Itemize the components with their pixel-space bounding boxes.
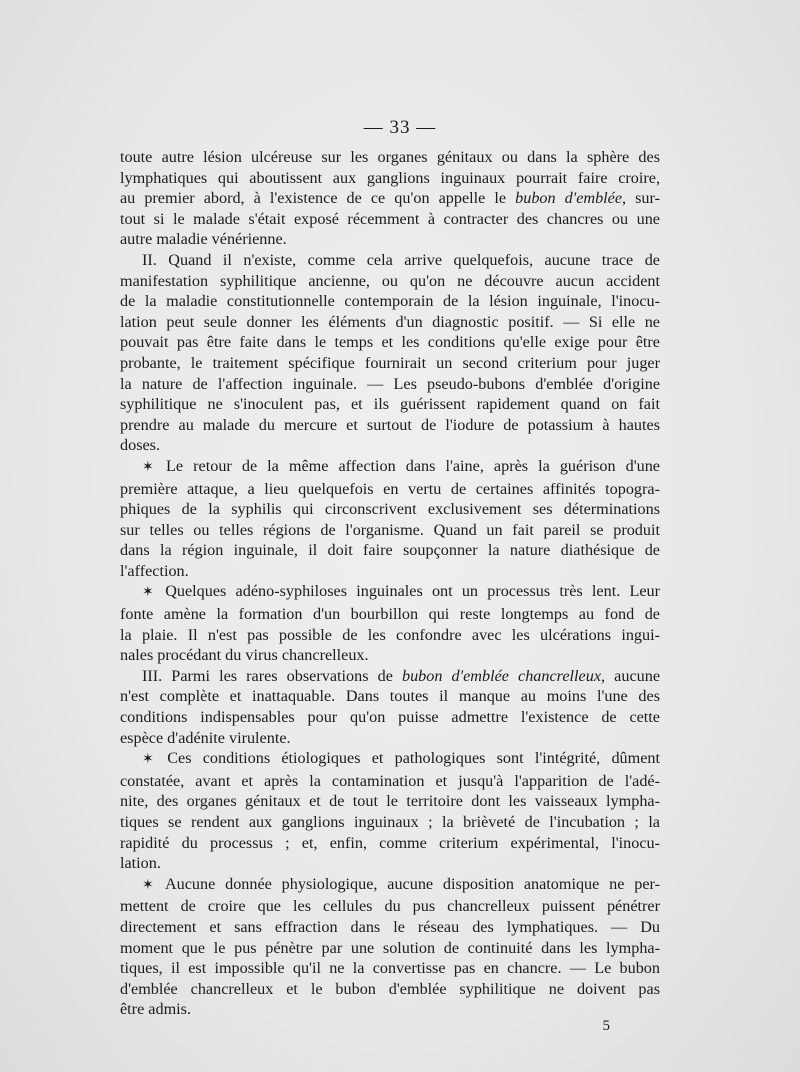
- text-line: l'affection.: [120, 561, 189, 580]
- text-line: autre maladie vénérienne.: [120, 230, 287, 249]
- text-line: phiques de la syphilis qui circonscrivent exclusivement ses déterminations: [120, 500, 660, 519]
- text-line: pouvait pas être faite dans le temps et les conditions qu'elle exige pour être: [120, 333, 660, 352]
- paragraph-1: [120, 147, 660, 250]
- paragraph-4: [120, 581, 660, 665]
- text-line: constatée, avant et après la contamination et jusqu'à l'apparition de l'adé-: [120, 771, 660, 790]
- text-line: [120, 188, 660, 209]
- text-line: directement et sans effraction dans le réseau des lymphatiques. — Du: [120, 917, 660, 936]
- paragraph-6: [120, 748, 660, 874]
- text-line: [120, 748, 660, 771]
- text-fragment: III. Parmi les rares observations de: [142, 666, 402, 685]
- text-line: syphilitique ne s'inoculent pas, et ils guérissent rapidement quand on fait: [120, 395, 660, 414]
- italic-term: bubon d'emblée chancrelleux: [401, 666, 602, 685]
- text-line: tiques, il est impossible qu'il ne la convertisse pas en chancre. — Le bubon: [120, 959, 660, 978]
- text-line: être admis.: [120, 1000, 192, 1019]
- text-line: de la maladie constitutionnelle contemporain de la lésion inguinale, l'inocu-: [120, 292, 660, 311]
- text-line: toute autre lésion ulcéreuse sur les organes génitaux ou dans la sphère des: [120, 148, 660, 166]
- paragraph-2: [120, 250, 660, 456]
- asterisk-icon: ✶: [142, 752, 154, 768]
- text-line: mettent de croire que les cellules du pus chancrelleux puissent pénétrer: [120, 897, 660, 916]
- text-line: d'emblée chancrelleux et le bubon d'emblée syphilitique ne doivent pas: [120, 979, 660, 998]
- text-line: prendre au malade du mercure et surtout de l'iodure de potassium à hautes: [120, 415, 660, 434]
- paragraph-3: [120, 456, 660, 582]
- text-line: tiques se rendent aux ganglions inguinaux ; la brièveté de l'incubation ; la: [120, 813, 660, 831]
- text-line: la nature de l'affection inguinale. — Les pseudo-bubons d'emblée d'origine: [120, 374, 660, 393]
- text-fragment: , sur-: [622, 189, 660, 208]
- text-line: [120, 666, 660, 687]
- text-line: lation.: [120, 854, 161, 873]
- text-fragment: Quelques adéno-syphiloses inguinales ont un processus très lent. Leur: [165, 582, 661, 601]
- text-fragment: Le retour de la même affection dans l'aine, après la guérison d'une: [166, 456, 660, 475]
- text-line: n'est complète et inattaquable. Dans toutes il manque au moins l'une des: [120, 687, 660, 706]
- text-line: première attaque, a lieu quelquefois en vertu de certaines affinités topogra-: [120, 479, 660, 498]
- text-line: dans la région inguinale, il doit faire soupçonner la nature diathésique de: [120, 541, 660, 560]
- asterisk-icon: ✶: [142, 877, 154, 893]
- text-line: nales procédant du virus chancrelleux.: [120, 646, 369, 665]
- text-line: [120, 581, 660, 604]
- text-fragment: Ces conditions étiologiques et pathologiques sont l'intégrité, dûment: [167, 749, 660, 768]
- text-line: manifestation syphilitique ancienne, ou qu'on ne découvre aucun accident: [120, 271, 660, 290]
- text-line: sur telles ou telles régions de l'organisme. Quand un fait pareil se produit: [120, 520, 660, 539]
- body-text: [120, 147, 660, 1020]
- asterisk-icon: ✶: [142, 585, 154, 601]
- text-line: fonte amène la formation d'un bourbillon qui reste longtemps au fond de: [120, 605, 660, 624]
- text-line: espèce d'adénite virulente.: [120, 728, 291, 747]
- page-number: — 33 —: [363, 117, 437, 138]
- text-line: lymphatiques qui aboutissent aux ganglions inguinaux pourrait faire croire,: [120, 168, 660, 187]
- text-line: [120, 874, 660, 897]
- text-line: doses.: [120, 436, 161, 455]
- text-fragment: Aucune donnée physiologique, aucune disposition anatomique ne per-: [164, 874, 661, 893]
- text-fragment: , aucune: [601, 666, 661, 685]
- text-line: lation peut seule donner les éléments d'un diagnostic positif. — Si elle ne: [120, 312, 660, 331]
- text-line: conditions indispensables pour qu'on puisse admettre l'existence de cette: [120, 708, 660, 727]
- text-line: probante, le traitement spécifique fournirait un second criterium pour juger: [120, 353, 660, 372]
- text-fragment: au premier abord, à l'existence de ce qu'on appelle le: [120, 189, 516, 208]
- italic-term: bubon d'emblée: [515, 189, 623, 208]
- text-line: nite, des organes génitaux et de tout le territoire dont les vaisseaux lympha-: [120, 792, 660, 811]
- text-line: la plaie. Il n'est pas possible de les confondre avec les ulcérations ingui-: [120, 625, 660, 644]
- text-line: moment que le pus pénètre par une solution de continuité dans les lympha-: [120, 938, 660, 957]
- signature-mark: 5: [602, 1018, 610, 1034]
- text-line: rapidité du processus ; et, enfin, comme criterium expérimental, l'inocu-: [120, 833, 660, 852]
- text-line: [120, 456, 660, 479]
- asterisk-icon: ✶: [142, 459, 154, 475]
- paragraph-7: [120, 874, 660, 1020]
- paragraph-5: [120, 666, 660, 748]
- text-line: II. Quand il n'existe, comme cela arrive quelquefois, aucune trace de: [142, 250, 660, 269]
- text-line: tout si le malade s'était exposé récemment à contracter des chancres ou une: [120, 209, 660, 228]
